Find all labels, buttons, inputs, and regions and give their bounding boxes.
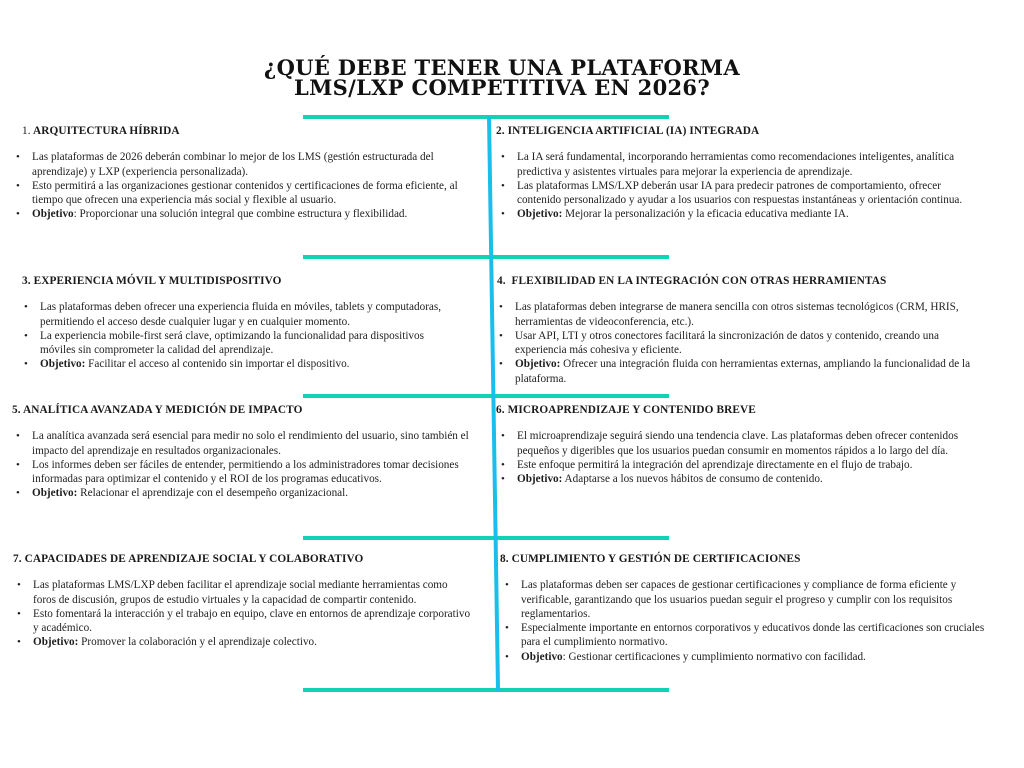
bullet-list <box>500 578 990 664</box>
list-item: • La analítica avanzada será esencial para medir no solo el rendimiento del usuario, sino también el impacto del aprendizaje en resultados organizacionales. <box>14 429 482 458</box>
section-number: 1. <box>22 125 31 137</box>
bullet-list <box>13 578 473 649</box>
list-item-objective <box>14 486 482 500</box>
objective-label: Objetivo: <box>32 487 78 500</box>
divider-line-2 <box>303 255 669 259</box>
list-item: • Usar API, LTI y otros conectores facilitará la sincronización de datos y contenido, creando una experiencia más cohesiva y eficiente. <box>497 329 987 358</box>
section-number: 8. <box>500 553 509 565</box>
objective-label: Objetivo: <box>33 636 79 649</box>
objective-label: Objetivo: <box>40 358 86 371</box>
objective-separator: : <box>73 208 77 221</box>
bullet-list <box>14 150 464 221</box>
objective-text: Promover la colaboración y el aprendizaje colectivo. <box>78 636 317 649</box>
list-item: • Las plataformas de 2026 deberán combinar lo mejor de los LMS (gestión estructurada del aprendizaje) y LXP (experiencia personalizada). <box>14 150 464 179</box>
section-title: MICROAPRENDIZAJE Y CONTENIDO BREVE <box>507 404 756 416</box>
section-6 <box>496 403 966 486</box>
list-item-objective <box>15 635 473 649</box>
page-title-line-2: LMS/LXP COMPETITIVA EN 2026? <box>294 75 710 100</box>
objective-separator: : <box>562 650 566 663</box>
divider-line-4 <box>303 536 669 540</box>
objective-label: Objetivo <box>521 650 563 663</box>
list-item: • Las plataformas deben ser capaces de gestionar certificaciones y compliance de forma eficiente y verificable, garantizando que los usuarios puedan seguir el progreso y cumplir con los requisitos reglamentarios. <box>503 578 990 621</box>
section-heading <box>13 552 473 566</box>
section-heading <box>496 124 982 138</box>
list-item: • Las plataformas deben ofrecer una experiencia fluida en móviles, tablets y computadoras, permitiendo el acceso desde cualquier lugar y en cualquier momento. <box>22 300 460 329</box>
divider-line-5 <box>303 688 669 692</box>
section-title: ARQUITECTURA HÍBRIDA <box>33 125 180 137</box>
bullet-list <box>22 300 460 371</box>
bullet-list <box>12 429 482 500</box>
page-title <box>0 55 1004 100</box>
section-number: 5. <box>12 404 21 416</box>
objective-label: Objetivo: <box>515 358 561 371</box>
list-item-objective <box>499 207 982 221</box>
objective-text: Gestionar certificaciones y cumplimiento normativo con facilidad. <box>565 650 866 663</box>
bullet-list <box>496 150 982 221</box>
section-heading <box>22 274 460 288</box>
divider-line-3 <box>303 394 669 398</box>
section-5 <box>12 403 482 501</box>
section-heading <box>496 403 966 417</box>
list-item-objective <box>22 357 460 371</box>
objective-text: Mejorar la personalización y la eficacia educativa mediante IA. <box>562 208 849 221</box>
objective-text: Relacionar el aprendizaje con el desempeño organizacional. <box>77 487 349 500</box>
list-item: • Las plataformas LMS/LXP deben facilitar el aprendizaje social mediante herramientas como foros de discusión, grupos de estudio virtuales y la capacidad de compartir contenido. <box>15 578 473 607</box>
objective-text: Facilitar el acceso al contenido sin importar el dispositivo. <box>85 358 350 371</box>
section-3 <box>22 274 460 372</box>
list-item: • Las plataformas LMS/LXP deberán usar IA para predecir patrones de comportamiento, ofrecer contenido personalizado y ayudar a los usuarios con respuestas instantáneas y orientación continua. <box>499 179 982 208</box>
section-title: INTELIGENCIA ARTIFICIAL (IA) INTEGRADA <box>507 125 760 137</box>
list-item: • La experiencia mobile-first será clave, optimizando la funcionalidad para dispositivos móviles sin comprometer la calidad del aprendizaje. <box>22 329 460 358</box>
section-heading <box>497 274 987 288</box>
section-heading <box>12 403 482 417</box>
list-item: • Este enfoque permitirá la integración del aprendizaje directamente en el flujo de trabajo. <box>499 458 966 472</box>
list-item-objective <box>503 650 990 664</box>
list-item: • El microaprendizaje seguirá siendo una tendencia clave. Las plataformas deben ofrecer contenidos pequeños y digeribles que los usuarios puedan consumir en momentos rápidos a lo largo del día. <box>499 429 966 458</box>
section-title: CUMPLIMIENTO Y GESTIÓN DE CERTIFICACIONES <box>511 553 801 565</box>
divider-line-1 <box>303 115 669 119</box>
section-number: 3. <box>22 275 31 287</box>
objective-text: Adaptarse a los nuevos hábitos de consumo de contenido. <box>562 473 823 486</box>
section-4 <box>497 274 987 386</box>
list-item: • Esto fomentará la interacción y el trabajo en equipo, clave en entornos de aprendizaje corporativo y académico. <box>15 607 473 636</box>
objective-label: Objetivo: <box>517 208 563 221</box>
objective-text: Ofrecer una integración fluida con herramientas externas, ampliando la funcionalidad de la plataforma. <box>515 358 971 385</box>
section-1 <box>14 124 464 222</box>
list-item-objective <box>14 207 464 221</box>
section-title: FLEXIBILIDAD EN LA INTEGRACIÓN CON OTRAS HERRAMIENTAS <box>511 275 887 287</box>
page-title-line-1: ¿QUÉ DEBE TENER UNA PLATAFORMA <box>264 55 740 80</box>
list-item: • Especialmente importante en entornos corporativos y educativos donde las certificaciones son cruciales para el cumplimiento normativo. <box>503 621 990 650</box>
objective-text: Proporcionar una solución integral que combine estructura y flexibilidad. <box>76 208 408 221</box>
section-heading <box>14 124 464 138</box>
section-heading <box>500 552 990 566</box>
section-7 <box>13 552 473 650</box>
section-number: 4. <box>497 275 506 287</box>
objective-label: Objetivo: <box>517 473 563 486</box>
list-item-objective <box>499 472 966 486</box>
section-number: 6. <box>496 404 505 416</box>
bullet-list <box>497 300 987 386</box>
section-8 <box>500 552 990 664</box>
list-item: • Los informes deben ser fáciles de entender, permitiendo a los administradores tomar decisiones informadas para optimizar el contenido y el ROI de los programas educativos. <box>14 458 482 487</box>
section-title: ANALÍTICA AVANZADA Y MEDICIÓN DE IMPACTO <box>23 404 303 416</box>
section-title: EXPERIENCIA MÓVIL Y MULTIDISPOSITIVO <box>33 275 282 287</box>
list-item: • La IA será fundamental, incorporando herramientas como recomendaciones inteligentes, analítica predictiva y asistentes virtuales para mejorar la experiencia de aprendizaje. <box>499 150 982 179</box>
list-item-objective <box>497 357 987 386</box>
section-title: CAPACIDADES DE APRENDIZAJE SOCIAL Y COLABORATIVO <box>24 553 364 565</box>
list-item: • Esto permitirá a las organizaciones gestionar contenidos y certificaciones de forma eficiente, al tiempo que ofrecen una experiencia más social y flexible al usuario. <box>14 179 464 208</box>
objective-label: Objetivo <box>32 208 74 221</box>
bullet-list <box>496 429 966 486</box>
section-2 <box>496 124 982 222</box>
section-number: 2. <box>496 125 505 137</box>
list-item: • Las plataformas deben integrarse de manera sencilla con otros sistemas tecnológicos (CRM, HRIS, herramientas de videoconferencia, etc.). <box>497 300 987 329</box>
section-number: 7. <box>13 553 22 565</box>
